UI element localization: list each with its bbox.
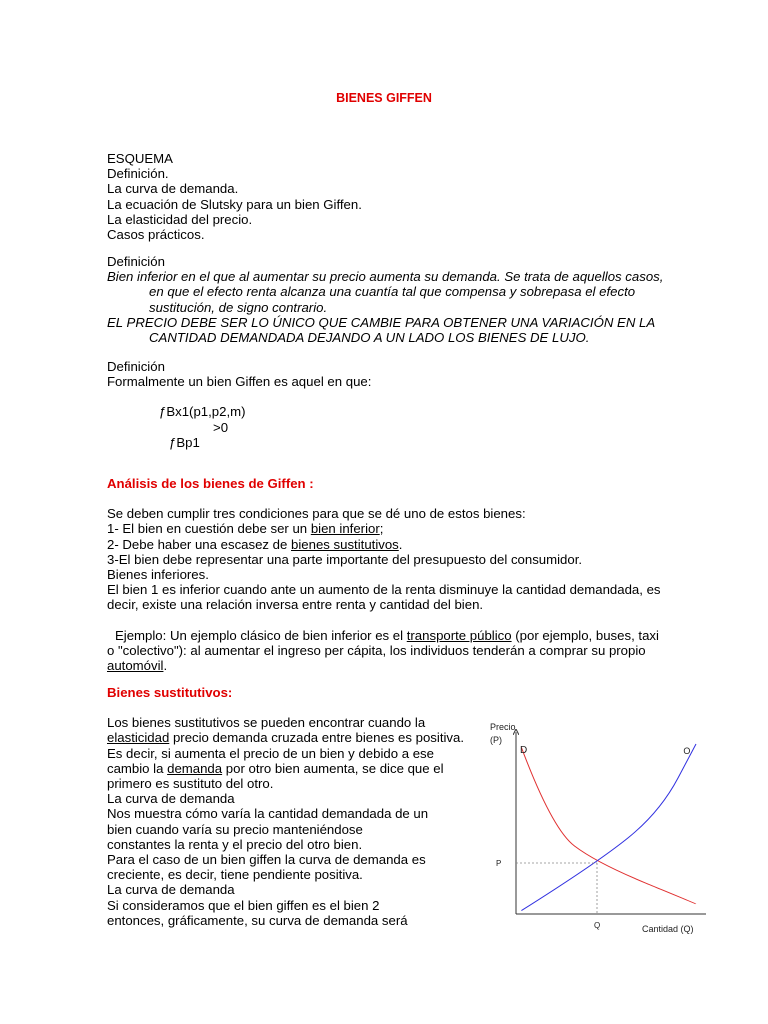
- formula-numerator: ƒBx1(p1,p2,m): [159, 404, 246, 420]
- definicion-formal-section: [107, 359, 667, 450]
- curva-text: constantes la renta y el precio del otro bien.: [107, 836, 363, 852]
- curva-text: Para el caso de un bien giffen la curva de demanda es creciente, es decir, tiene pendiente positiva.: [107, 852, 426, 883]
- condition-3: 3-El bien debe representar una parte importante del presupuesto del consumidor.: [107, 551, 583, 567]
- definicion-caps-text: EL PRECIO DEBE SER LO ÚNICO QUE CAMBIE PARA OBTENER UNA VARIACIÓN EN LA CANTIDAD DEMANDADA DEJANDO A UN LADO LOS BIENES DE LUJO.: [107, 314, 655, 346]
- y-axis-label: (P): [490, 735, 502, 745]
- curva-text: Si consideramos que el bien giffen es el bien 2 entonces, gráficamente, su curva de demanda será: [107, 897, 408, 928]
- condition-1: 1- El bien en cuestión debe ser un bien inferior;: [107, 521, 384, 537]
- definicion-section: [107, 254, 667, 345]
- inferiores-text: El bien 1 es inferior cuando ante un aumento de la renta disminuye la cantidad demandada, es decir, existe una relación inversa entre renta y cantidad del bien.: [107, 582, 661, 613]
- series-line-o: [521, 744, 696, 911]
- bienes-sustitutivos-link[interactable]: bienes sustitutivos: [291, 536, 399, 552]
- ejemplo-paragraph: Ejemplo: Un ejemplo clásico de bien inferior es el transporte público (por ejemplo, buses, taxi o "colectivo"): al aumentar el ingreso per cápita, los individuos tenderán a comprar su propio automóvil.: [107, 627, 659, 674]
- definicion-formal-text: Formalmente un bien Giffen es aquel en que:: [107, 374, 372, 390]
- curva-heading: La curva de demanda: [107, 882, 235, 898]
- bien-inferior-link[interactable]: bien inferior: [310, 521, 380, 537]
- esquema-item: La elasticidad del precio.: [107, 211, 253, 227]
- sustitutivos-heading: Bienes sustitutivos:: [107, 685, 233, 700]
- x-axis-label: Cantidad (Q): [642, 924, 694, 934]
- quantity-label: Q: [594, 921, 601, 930]
- y-axis-label: Precio: [490, 722, 516, 732]
- automovil-link[interactable]: automóvil: [107, 658, 164, 674]
- demanda-link[interactable]: demanda: [167, 760, 223, 776]
- esquema-section: [107, 151, 667, 242]
- transporte-publico-link[interactable]: transporte público: [406, 627, 512, 643]
- analisis-heading: Análisis de los bienes de Giffen :: [107, 476, 314, 491]
- chart-axes: [516, 732, 706, 914]
- series-label-o: O: [683, 746, 691, 756]
- chart-curves: [516, 744, 696, 914]
- definicion-heading: Definición: [107, 254, 165, 269]
- formula-operator: >0: [213, 419, 229, 435]
- page-title: BIENES GIFFEN: [336, 91, 432, 105]
- esquema-item: La curva de demanda.: [107, 181, 239, 197]
- supply-demand-chart: [486, 718, 708, 940]
- sustitutivos-section: [107, 685, 479, 928]
- formula-denominator: ƒBp1: [169, 434, 200, 450]
- elasticidad-link[interactable]: elasticidad: [107, 730, 170, 746]
- analisis-section: [107, 476, 667, 673]
- sustitutivos-paragraph: Los bienes sustitutivos se pueden encontrar cuando la elasticidad precio demanda cruzada entre bienes es positiva. Es decir, si aumenta el precio de un bien y debido a ese cambio la demanda por otro bien aumenta, se dice que el primero es sustituto del otro.: [107, 715, 465, 792]
- curva-heading: La curva de demanda: [107, 791, 235, 807]
- curva-text: Nos muestra cómo varía la cantidad demandada de un bien cuando varía su precio manteniéndose: [107, 806, 429, 837]
- definicion-italic-text: Bien inferior en el que al aumentar su precio aumenta su demanda. Se trata de aquellos casos, en que el efecto renta alcanza una cuantía tal que compensa y sobrepasa el efecto sustitución, de signo contrario.: [107, 269, 664, 315]
- series-line-d: [521, 747, 696, 903]
- analisis-intro: Se deben cumplir tres condiciones para que se dé uno de estos bienes:: [107, 506, 526, 522]
- esquema-item: Casos prácticos.: [107, 227, 205, 243]
- condition-2: 2- Debe haber una escasez de bienes sustitutivos.: [107, 536, 403, 552]
- esquema-heading: ESQUEMA: [107, 151, 173, 166]
- esquema-item: Definición.: [107, 166, 169, 182]
- price-label: P: [496, 859, 502, 868]
- inferiores-heading: Bienes inferiores.: [107, 567, 209, 583]
- esquema-item: La ecuación de Slutsky para un bien Giffen.: [107, 196, 362, 212]
- chart-svg: [486, 718, 708, 940]
- definicion-heading: Definición: [107, 359, 165, 374]
- series-label-d: D: [520, 745, 528, 756]
- chart-labels: [490, 722, 694, 934]
